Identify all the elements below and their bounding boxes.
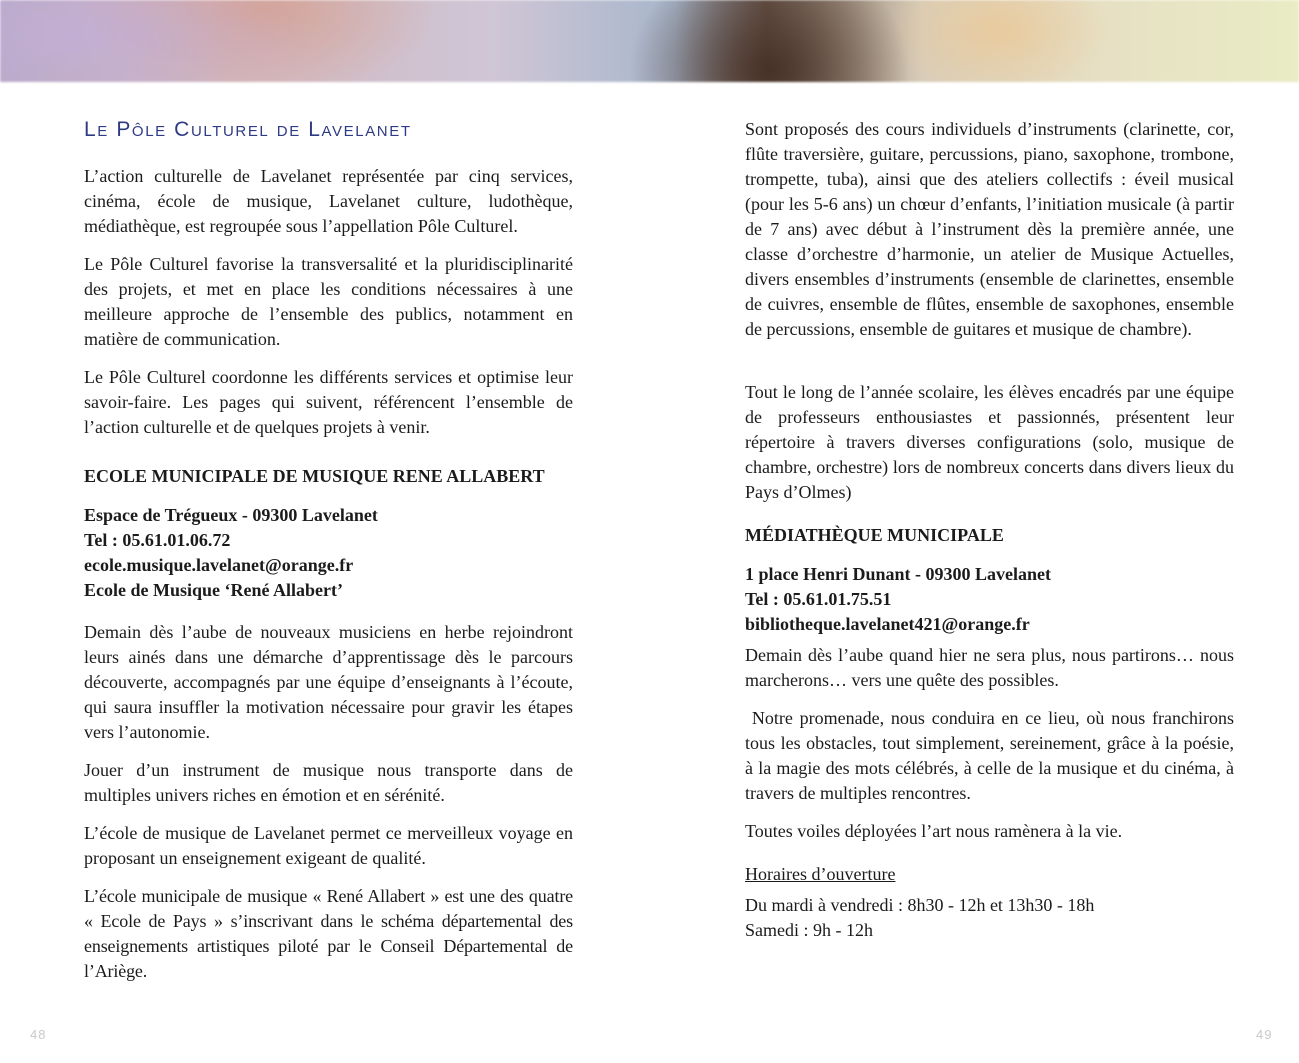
paragraph-text: L’action culturelle de Lavelanet représentée par cinq services, cinéma, école de musique, Lavelanet culture, ludothèque, médiathèque, est regroupée sous l’appellation Pôle Culturel. — [84, 166, 573, 236]
hours-saturday: Samedi : 9h - 12h — [745, 920, 873, 940]
header-photo-banner — [0, 0, 1299, 82]
school-paragraph-2 — [84, 758, 573, 808]
school-paragraph-1 — [84, 620, 573, 745]
school-paragraph-4 — [84, 884, 573, 984]
phone-line: Tel : 05.61.01.75.51 — [745, 589, 892, 609]
opening-hours — [745, 862, 1234, 943]
intro-paragraph-1 — [84, 164, 573, 239]
library-paragraph-3 — [745, 819, 1234, 844]
courses-paragraph-1 — [745, 117, 1234, 342]
page-number-left: 48 — [30, 1027, 47, 1042]
library-heading: MÉDIATHÈQUE MUNICIPALE — [745, 525, 1004, 545]
school-paragraph-3 — [84, 821, 573, 871]
paragraph-text: Notre promenade, nous conduira en ce lieu, où nous franchirons tous les obstacles, tout simplement, sereinement, grâce à la poésie, à la magie des mots célébrés, à celle de la musique et du cinéma, à travers de multiples rencontres. — [745, 708, 1239, 803]
paragraph-text: Le Pôle Culturel coordonne les différents services et optimise leur savoir-faire. Les pages qui suivent, référencent l’ensemble de l’action culturelle et de quelques projets à venir. — [84, 367, 573, 437]
phone-line: Tel : 05.61.01.06.72 — [84, 530, 231, 550]
intro-paragraph-2 — [84, 252, 573, 352]
paragraph-text: Tout le long de l’année scolaire, les élèves encadrés par une équipe de professeurs enthousiastes et passionnés, présentent leur répertoire à travers diverses configurations (solo, musique de chambre, orchestre) lors de nombreux concerts dans divers lieux du Pays d’Olmes) — [745, 382, 1234, 502]
opening-hours-title: Horaires d’ouverture — [745, 864, 896, 884]
paragraph-text: L’école municipale de musique « René Allabert » est une des quatre « Ecole de Pays » s’inscrivant dans le schéma départemental des enseignements artistiques piloté par le Conseil Départemental de l’Ariège. — [84, 886, 573, 981]
paragraph-text: L’école de musique de Lavelanet permet ce merveilleux voyage en proposant un enseignement exigeant de qualité. — [84, 823, 573, 868]
paragraph-text: Jouer d’un instrument de musique nous transporte dans de multiples univers riches en émotion et en sérénité. — [84, 760, 573, 805]
paragraph-text: Toutes voiles déployées l’art nous ramènera à la vie. — [745, 821, 1123, 841]
email-line: bibliotheque.lavelanet421@orange.fr — [745, 614, 1030, 634]
library-paragraph-2 — [745, 706, 1239, 806]
address-line: 1 place Henri Dunant - 09300 Lavelanet — [745, 564, 1051, 584]
page-number-right: 49 — [1256, 1027, 1273, 1042]
music-school-heading: ECOLE MUNICIPALE DE MUSIQUE RENE ALLABERT — [84, 466, 545, 486]
library-contact — [745, 562, 1051, 637]
page-title: Le Pôle Culturel de Lavelanet — [84, 118, 412, 141]
paragraph-text: Demain dès l’aube quand hier ne sera plus, nous partirons… nous marcherons… vers une quête des possibles. — [745, 645, 1234, 690]
hours-weekdays: Du mardi à vendredi : 8h30 - 12h et 13h30 - 18h — [745, 895, 1095, 915]
paragraph-text: Sont proposés des cours individuels d’instruments (clarinette, cor, flûte traversière, guitare, percussions, piano, saxophone, trombone, trompette, tuba), ainsi que des ateliers collectifs : éveil musical (pour les 5-6 ans) un chœur d’enfants, l’initiation musicale (à partir de 7 ans) avec début à l’instrument dès la première année, une classe d’orchestre d’harmonie, un atelier de Musique Actuelles, divers ensembles d’instruments (ensemble de clarinettes, ensemble de cuivres, ensemble de flûtes, ensemble de saxophones, ensemble de percussions, ensemble de guitares et musique de chambre). — [745, 119, 1234, 339]
address-line: Espace de Trégueux - 09300 Lavelanet — [84, 505, 378, 525]
paragraph-text: Le Pôle Culturel favorise la transversalité et la pluridisciplinarité des projets, et met en place les conditions nécessaires à une meilleure approche de l’ensemble des publics, notamment en matière de communication. — [84, 254, 573, 349]
music-school-contact — [84, 503, 378, 603]
paragraph-text: Demain dès l’aube de nouveaux musiciens en herbe rejoindront leurs ainés dans une démarche d’apprentissage dès le parcours découverte, accompagnés par une équipe d’enseignants à l’écoute, qui saura insuffler la motivation nécessaire pour gravir les étapes vers l’autonomie. — [84, 622, 573, 742]
library-paragraph-1 — [745, 643, 1234, 693]
email-line: ecole.musique.lavelanet@orange.fr — [84, 555, 354, 575]
school-name-line: Ecole de Musique ‘René Allabert’ — [84, 580, 343, 600]
intro-paragraph-3 — [84, 365, 573, 440]
courses-paragraph-2 — [745, 380, 1234, 505]
